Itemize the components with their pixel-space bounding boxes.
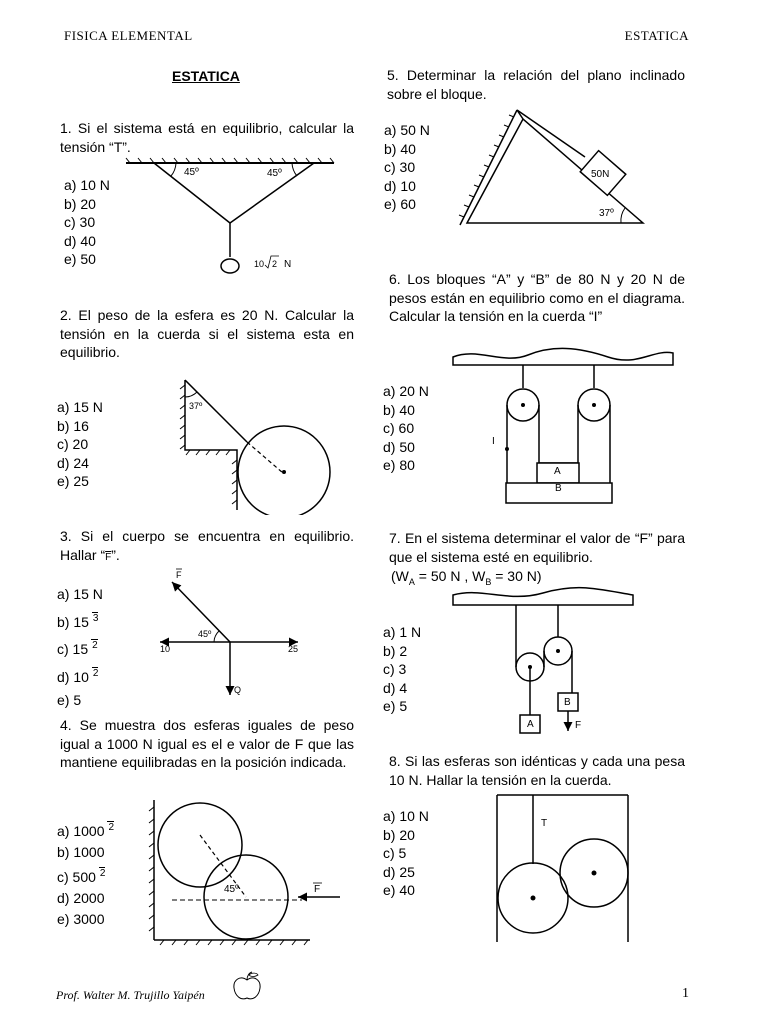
- question-6-options: [383, 382, 429, 475]
- question-2-options: [57, 398, 103, 491]
- option[interactable]: b) 40: [384, 140, 416, 157]
- option[interactable]: b) 16: [57, 417, 89, 434]
- option[interactable]: c) 30: [384, 159, 416, 175]
- question-8-options: [383, 807, 429, 900]
- angle-label: 37º: [599, 208, 614, 219]
- option[interactable]: b) 20: [64, 195, 96, 212]
- rope-label: I: [492, 436, 495, 447]
- option[interactable]: d) 24: [57, 454, 89, 471]
- option[interactable]: e) 80: [383, 457, 415, 473]
- option[interactable]: e) 3000: [57, 911, 105, 927]
- question-7-options: [383, 623, 421, 716]
- option[interactable]: b) 20: [383, 826, 415, 843]
- header-subject: FISICA ELEMENTAL: [64, 28, 193, 43]
- page-number: 1: [682, 986, 689, 1001]
- weight-unit: N: [284, 259, 292, 270]
- option[interactable]: a) 15 N: [57, 586, 103, 602]
- angle-label: 37º: [189, 401, 203, 411]
- option[interactable]: d) 50: [383, 438, 415, 455]
- option[interactable]: a) 50 N: [384, 122, 430, 138]
- question-4-figure: [142, 795, 347, 950]
- block-b-label: B: [564, 697, 571, 708]
- weight-root: 2: [272, 259, 278, 269]
- option[interactable]: a) 10 N: [383, 808, 429, 824]
- option[interactable]: c) 3: [383, 661, 407, 677]
- down-force-label: Q: [234, 685, 242, 695]
- question-7-figure: [448, 585, 638, 740]
- question-1-options: [64, 176, 110, 269]
- option[interactable]: e) 60: [384, 196, 416, 212]
- block-a-label: A: [527, 719, 534, 730]
- question-4-text: 4. Se muestra dos esferas iguales de peso igual a 1000 N igual es el e valor de F que las mantiene equilibradas en la posición indicada.: [60, 717, 354, 770]
- question-3-text: 3. Si el cuerpo se encuentra en equilibrio. Hallar “$\overline{F}$”.: [60, 528, 354, 563]
- header-topic: ESTATICA: [624, 28, 689, 43]
- force-label: F: [575, 720, 582, 731]
- option[interactable]: a) 1000 $^2$: [57, 822, 115, 839]
- option[interactable]: c) 20: [57, 436, 89, 452]
- left-force-label: 10: [160, 644, 171, 654]
- option[interactable]: b) 1000: [57, 844, 105, 860]
- option[interactable]: a) 10 N: [64, 177, 110, 193]
- question-6-figure: [448, 343, 678, 508]
- block-b-label: B: [555, 483, 562, 494]
- option[interactable]: d) 10: [384, 177, 416, 194]
- question-3-figure: [150, 565, 310, 700]
- option[interactable]: c) 5: [383, 845, 407, 861]
- question-2-figure: [175, 375, 335, 515]
- option[interactable]: e) 40: [383, 882, 415, 898]
- option[interactable]: d) 25: [383, 863, 415, 880]
- question-7-text: 7. En el sistema determinar el valor de “F” para que el sistema esté en equilibrio.: [389, 530, 685, 565]
- question-1-text: 1. Si el sistema está en equilibrio, calcular la tensión “T”.: [60, 120, 354, 155]
- question-5-figure: [455, 105, 655, 230]
- option[interactable]: a) 15 N: [57, 399, 103, 415]
- option[interactable]: a) 20 N: [383, 383, 429, 399]
- page-title: ESTATICA: [172, 68, 240, 84]
- question-5-options: [384, 121, 430, 214]
- option[interactable]: b) 15 $^3$: [57, 612, 99, 630]
- option[interactable]: e) 25: [57, 473, 89, 489]
- question-3-options: [57, 583, 103, 713]
- force-label: F: [314, 884, 321, 895]
- question-1-figure: [120, 155, 345, 280]
- question-8-text: 8. Si las esferas son idénticas y cada una pesa 10 N. Hallar la tensión en la cuerda.: [389, 753, 685, 788]
- question-8-figure: [490, 792, 640, 944]
- option[interactable]: d) 2000: [57, 890, 105, 906]
- block-label: 50N: [591, 169, 610, 180]
- option[interactable]: c) 500 $^2$: [57, 868, 106, 885]
- block-a-label: A: [554, 466, 561, 477]
- right-force-label: 25: [288, 644, 299, 654]
- angle-label: 45º: [224, 884, 239, 895]
- option[interactable]: d) 40: [64, 232, 96, 249]
- question-4-options: [57, 817, 114, 930]
- question-2-text: 2. El peso de la esfera es 20 N. Calcular la tensión en la cuerda si el sistema esta en equilibrio.: [60, 307, 354, 360]
- rope-label: T: [541, 818, 548, 829]
- angle-label: 45º: [267, 168, 282, 179]
- option[interactable]: c) 30: [64, 214, 96, 230]
- option[interactable]: e) 5: [57, 692, 82, 708]
- option[interactable]: d) 10 $^2$: [57, 667, 99, 685]
- option[interactable]: e) 50: [64, 251, 96, 267]
- force-label: F: [176, 570, 182, 580]
- option[interactable]: b) 40: [383, 401, 415, 418]
- question-7-formula: ($W_A = 50$ N , $W_B = 30$ N): [391, 568, 542, 587]
- angle-label: 45º: [198, 629, 212, 639]
- angle-label: 45º: [184, 167, 199, 178]
- option[interactable]: a) 1 N: [383, 624, 422, 640]
- option[interactable]: e) 5: [383, 698, 408, 714]
- option[interactable]: c) 60: [383, 420, 415, 436]
- footer-author: Prof. Walter M. Trujillo Yaipén: [56, 988, 205, 1002]
- apple-icon: [230, 970, 264, 1004]
- question-5-text: 5. Determinar la relación del plano inclinado sobre el bloque.: [387, 67, 685, 102]
- weight-prefix: 10: [254, 259, 265, 269]
- option[interactable]: c) 15 $^2$: [57, 640, 98, 657]
- option[interactable]: b) 2: [383, 642, 408, 659]
- question-6-text: 6. Los bloques “A” y “B” de 80 N y 20 N de pesos están en equilibrio como en el diagrama. Calcular la tensión en la cuerda “I”: [389, 271, 685, 324]
- option[interactable]: d) 4: [383, 679, 408, 696]
